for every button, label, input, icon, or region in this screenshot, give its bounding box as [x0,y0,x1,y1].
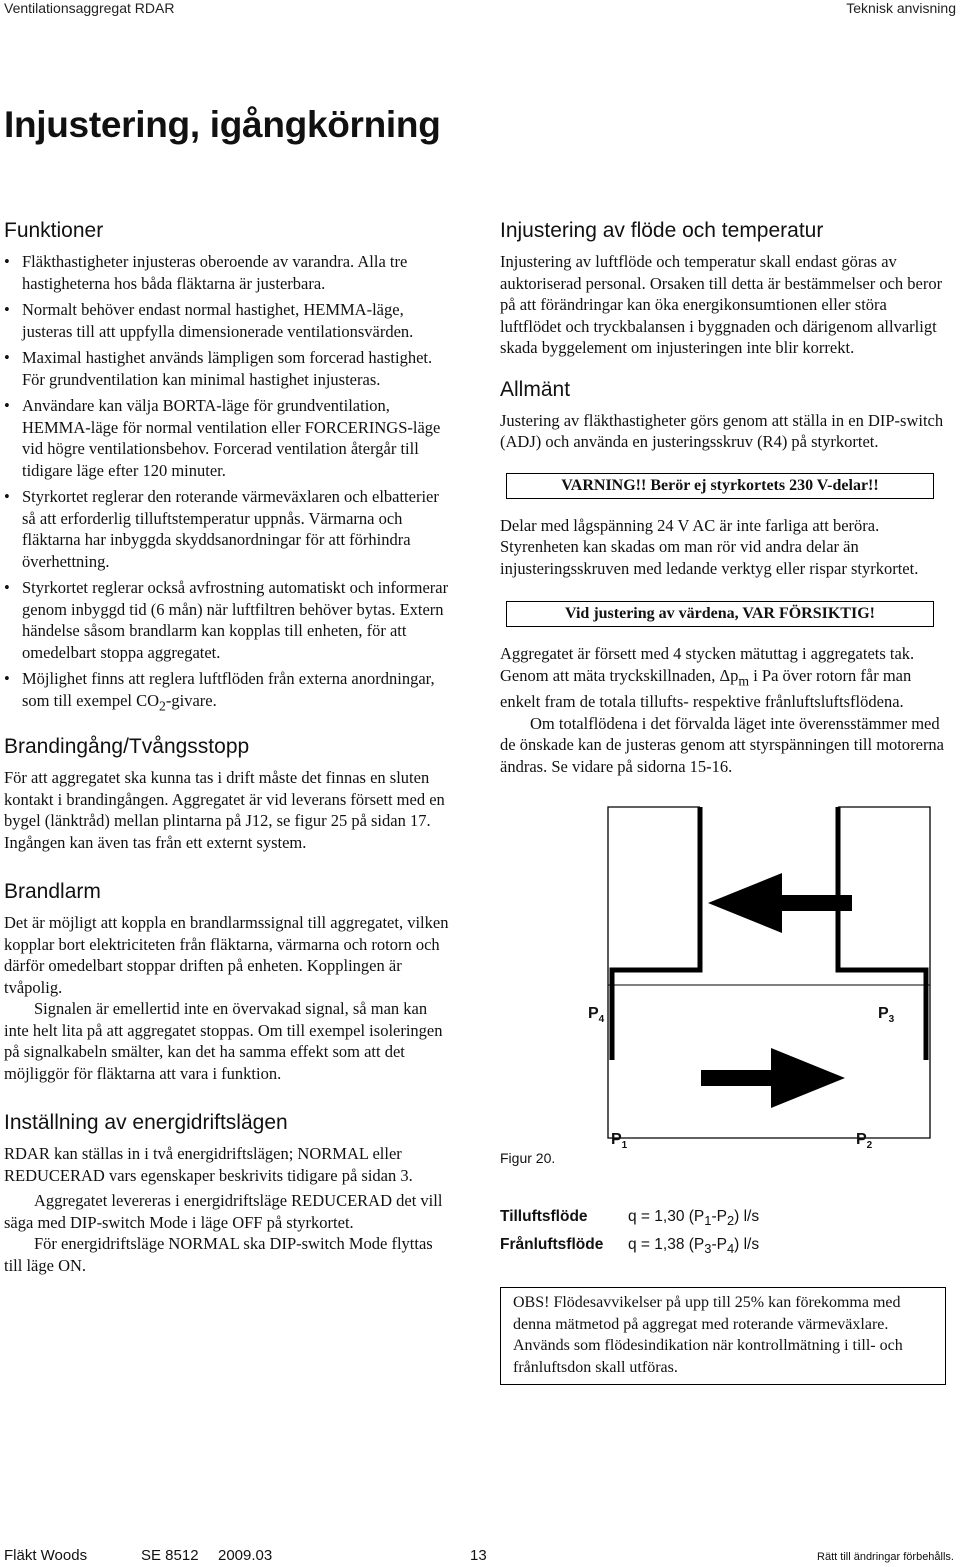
warning-box: VARNING!! Berör ej styrkortets 230 V-delar!! [506,473,934,499]
bullet-icon: • [4,300,10,319]
measurement-diagram [500,795,952,1175]
paragraph: Om totalflödena i det förvalda läget inte överensstämmer med de önskade kan de justeras genom att styrspänningen till motorerna ändras. Se vidare på sidorna 15-16. [500,713,945,776]
paragraph: Injustering av luftflöde och temperatur skall endast göras av auktoriserad personal. Orsaken till detta är bestämmelser och beror på att förändringar kan öka energikonsumtionen eller störa luftflödet och tryckbalansen i byggnaden och därigenom allvarligt skada byggelement om injusteringen inte blir korrekt. [500,252,943,357]
bullet-icon: • [4,348,10,367]
section-injustering [500,218,952,359]
footer-date: 2009.03 [218,1547,273,1564]
footer-rights: Rätt till ändringar förbehålls. [817,1551,954,1563]
paragraph: Justering av fläkthastigheter görs genom att ställa in en DIP-switch (ADJ) och använda en justeringsskruv (R4) på styrkortet. [500,410,944,451]
footer-doc-number: SE 8512 [141,1547,199,1564]
label-p2: $P_2$ [856,1131,873,1152]
paragraph: Aggregatet är försett med 4 stycken mätuttag i aggregatets tak. Genom att mäta tryckskillnaden, $\Delta p_m$ i Pa över rotorn får man enkelt fram de totala tillufts- respektive frånluftsluftsflödena. [500,644,915,712]
formulas [500,1205,952,1261]
header-left: Ventilationsaggregat RDAR [4,0,175,16]
paragraph: För att aggregatet ska kunna tas i drift måste det finnas en sluten kontakt i brandingången. Aggregatet är vid leverans försett med en bygel (länktråd) mellan plintarna på J12, se figur 25 på sidan 17. Ingången kan även tas från ett externt system. [4,768,445,852]
section-brandlarm [4,879,454,1084]
bullet-icon: • [4,669,10,688]
section-funktioner [4,218,454,716]
page-title: Injustering, igångkörning [4,104,441,145]
caution-box: Vid justering av värdena, VAR FÖRSIKTIG! [506,601,934,627]
paragraph: För energidriftsläge NORMAL ska DIP-switch Mode flyttas till läge ON. [4,1234,433,1275]
heading-energi: Inställning av energidriftslägen [4,1111,288,1135]
heading-injustering: Injustering av flöde och temperatur [500,219,824,242]
heading-funktioner: Funktioner [4,219,104,242]
list-item: • Styrkortet reglerar den roterande värmeväxlaren och elbatterier så att erforderlig tilluftstemperatur uppnås. Värmarna och fläktarna har inbyggda skyddsanordningar för att förhindra överhettning. [4,487,439,571]
formula-franluft: Frånluftsflöde q = 1,38 $(P_3-P_4)$ l/s [500,1236,760,1257]
arrow-right-icon [701,1048,845,1108]
footer-page-number: 13 [470,1547,487,1564]
tube-p4 [612,807,700,1060]
list-item: • Maximal hastighet används lämpligen som forcerad hastighet. För grundventilation kan minimal hastighet injusteras. [4,348,433,389]
section-energi [4,1110,454,1276]
obs-text: OBS! Flödesavvikelser på upp till 25% kan förekomma med denna mätmetod på aggregat med roterande värmeväxlare. Används som flödesindikation när kontrollmätning i till- och frånluftsdon skall utföras. [513,1294,903,1376]
paragraph: Signalen är emellertid inte en övervakad signal, så man kan inte helt lita på att aggregatet stoppas. Om till exempel isoleringen på signalkabeln smälter, kan det ha samma effekt som att det möjliggör för fläktarna att vara i funktion. [4,999,443,1083]
heading-brandingang: Brandingång/Tvångsstopp [4,735,250,759]
figure-20 [500,795,952,1175]
bullet-icon: • [4,487,10,506]
formula-tilluft: Tilluftsflöde q = 1,30 $(P_1-P_2)$ l/s [500,1208,760,1229]
section-brandingang [4,734,454,853]
right-column [500,218,952,1385]
heading-brandlarm: Brandlarm [4,880,101,904]
list-item: • Användare kan välja BORTA-läge för grundventilation, HEMMA-läge för normal ventilation eller FORCERINGS-läge vid högre ventilationsbehov. Forcerad ventilation återgår till tidigare läge efter 120 minuter. [4,396,441,480]
paragraph: Delar med lågspänning 24 V AC är inte farliga att beröra. Styrenheten kan skadas om man rör vid andra delar än injusteringsskruven med ledande verktyg eller rispar styrkortet. [500,515,919,578]
paragraph: Det är möjligt att koppla en brandlarmssignal till aggregatet, vilken kopplar bort elektriciteten från fläktarna, värmarna och rotorn och därför omedelbart stoppar driften på enheten. Kopplingen är tvåpolig. [4,913,449,997]
arrow-left-icon [708,873,852,933]
label-p3: $P_3$ [878,1005,895,1026]
label-p4: $P_4$ [588,1005,605,1026]
list-item: • Normalt behöver endast normal hastighet, HEMMA-läge, justeras till att uppfylla dimensionerade ventilationsvärden. [4,300,414,341]
paragraph: RDAR kan ställas in i två energidriftslägen; NORMAL eller REDUCERAD vars egenskaper beskrivits tidigare på sidan 3. [4,1144,413,1185]
list-item: • Möjlighet finns att reglera luftflöden från externa anordningar, som till exempel $CO_2$-givare. [4,669,435,713]
footer-company: Fläkt Woods [4,1547,88,1564]
header-right: Teknisk anvisning [846,0,956,16]
bullet-icon: • [4,252,10,271]
list-item: • Styrkortet reglerar också avfrostning automatiskt och informerar genom inbyggd tid (6 mån) när luftfiltren behöver bytas. Extern händelse såsom brandlarm kan kopplas till enheten, för att omedelbart stoppa aggregatet. [4,578,449,662]
funktioner-list [4,251,454,716]
heading-allmant: Allmänt [500,377,571,401]
section-allmant [500,377,952,778]
paragraph: Aggregatet levereras i energidriftsläge REDUCERAD det vill säga med DIP-switch Mode i läge OFF på styrkortet. [4,1191,443,1232]
left-column [4,218,454,1294]
list-item: • Fläkthastigheter injusteras oberoende av varandra. Alla tre hastigheterna hos båda fläktarna är justerbara. [4,252,408,293]
figure-caption: Figur 20. [500,1150,556,1167]
label-p1: $P_1$ [611,1131,628,1152]
obs-box [500,1287,946,1385]
bullet-icon: • [4,396,10,415]
bullet-icon: • [4,578,10,597]
